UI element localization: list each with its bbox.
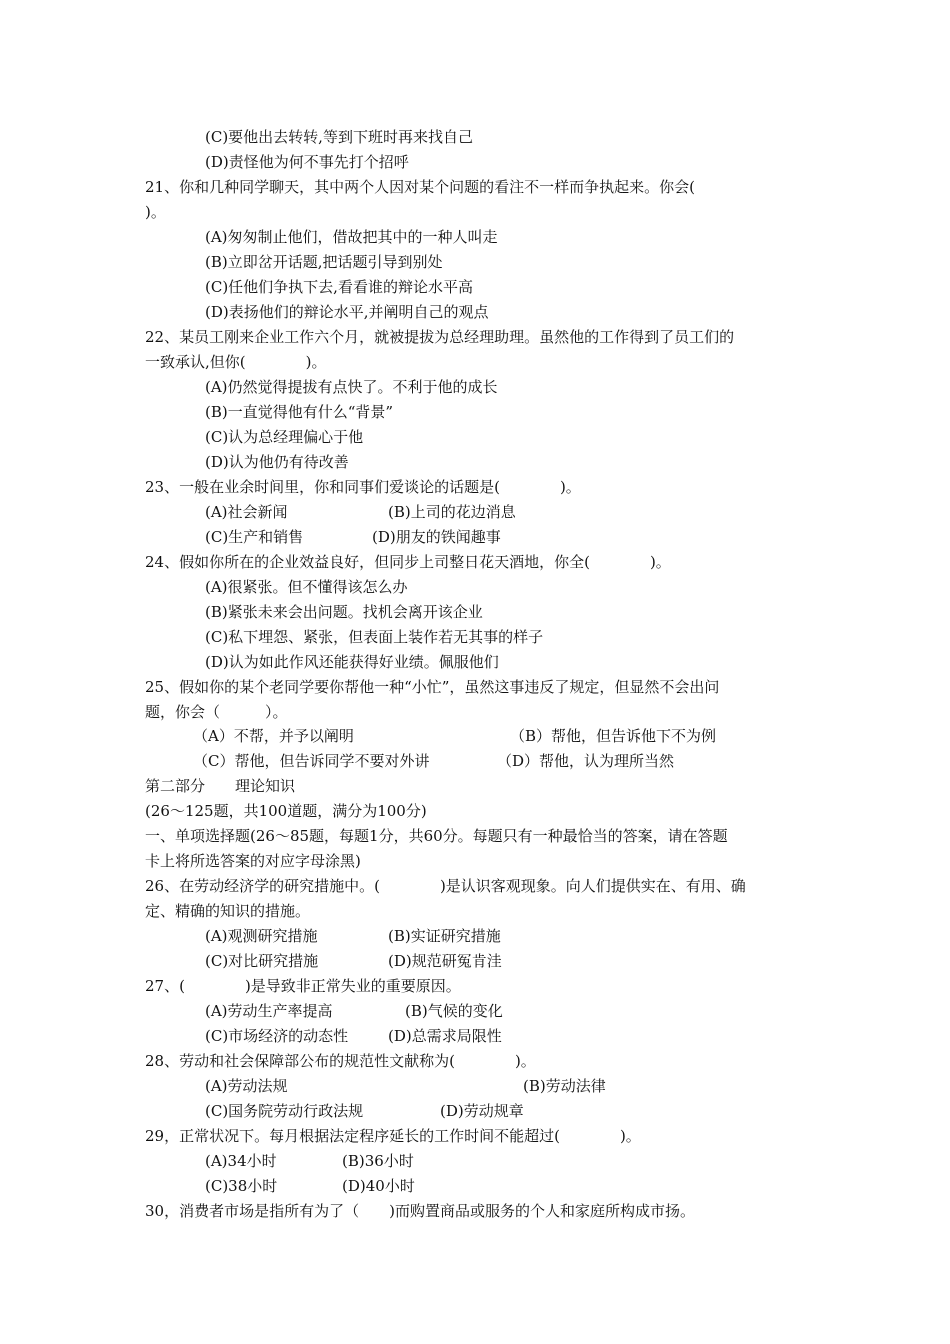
part-two-subtitle: (26～125题，共100道题，满分为100分) xyxy=(145,802,427,820)
option-26-d: (D)规范研冤肯洼 xyxy=(388,952,502,970)
option-29-a: (A)34小时 xyxy=(205,1152,277,1170)
option-22-d: (D)认为他仍有待改善 xyxy=(205,453,349,471)
option-23-c: (C)生产和销售 xyxy=(205,528,304,546)
option-21-c: (C)任他们争执下去,看看谁的辩论水平高 xyxy=(205,278,473,296)
question-23: 23、一般在业余时间里，你和同事们爱谈论的话题是( )。 xyxy=(145,478,581,496)
option-27-d: (D)总需求局限性 xyxy=(388,1027,502,1045)
question-21: 21、你和几种同学聊天，其中两个人因对某个问题的看注不一样而争执起来。你会( xyxy=(145,178,695,196)
option-20-c: (C)要他出去转转,等到下班时再来找自己 xyxy=(205,128,473,146)
option-25-d: （D）帮他，认为理所当然 xyxy=(497,752,675,770)
section-one-heading: 一、单项选择题(26～85题，每题1分，共60分。每题只有一种最恰当的答案，请在答题 xyxy=(145,827,728,845)
question-28: 28、劳动和社会保障部公布的规范性文献称为( )。 xyxy=(145,1052,536,1070)
question-27: 27、( )是导致非正常失业的重要原因。 xyxy=(145,977,461,995)
option-25-a: （A）不帮，并予以阐明 xyxy=(193,727,354,745)
option-24-c: (C)私下埋怨、紧张，但表面上装作若无其事的样子 xyxy=(205,628,544,646)
option-26-b: (B)实证研究措施 xyxy=(388,927,501,945)
part-two-heading: 第二部分 理论知识 xyxy=(145,777,296,795)
option-28-a: (A)劳动法规 xyxy=(205,1077,288,1095)
option-27-a: (A)劳动生产率提高 xyxy=(205,1002,333,1020)
option-22-a: (A)仍然觉得提拔有点快了。不利于他的成长 xyxy=(205,378,498,396)
option-29-c: (C)38小时 xyxy=(205,1177,278,1195)
option-25-c: （C）帮他，但告诉同学不要对外讲 xyxy=(193,752,430,770)
option-23-b: (B)上司的花边消息 xyxy=(388,503,516,521)
question-29: 29，正常状况下。每月根据法定程序延长的工作时间不能超过( )。 xyxy=(145,1127,641,1145)
option-22-c: (C)认为总经理偏心于他 xyxy=(205,428,364,446)
option-21-b: (B)立即岔开话题,把话题引导到别处 xyxy=(205,253,443,271)
option-22-b: (B)一直觉得他有什么“背景” xyxy=(205,403,394,421)
option-29-b: (B)36小时 xyxy=(342,1152,414,1170)
option-25-b: （B）帮他，但告诉他下不为例 xyxy=(510,727,717,745)
option-21-d: (D)表扬他们的辩论水平,并阐明自己的观点 xyxy=(205,303,489,321)
question-30: 30，消费者市场是指所有为了（ )而购置商品或服务的个人和家庭所构成市扬。 xyxy=(145,1202,695,1220)
question-24: 24、假如你所在的企业效益良好，但同步上司整日花天酒地，你全( )。 xyxy=(145,553,671,571)
option-24-a: (A)很紧张。但不懂得该怎么办 xyxy=(205,578,408,596)
option-23-a: (A)社会新闻 xyxy=(205,503,288,521)
option-24-d: (D)认为如此作风还能获得好业绩。佩服他们 xyxy=(205,653,499,671)
option-28-c: (C)国务院劳动行政法规 xyxy=(205,1102,364,1120)
option-23-d: (D)朋友的铁闻趣事 xyxy=(372,528,501,546)
option-29-d: (D)40小时 xyxy=(342,1177,415,1195)
question-22-cont: 一致承认,但你( )。 xyxy=(145,353,327,371)
option-27-c: (C)市场经济的动态性 xyxy=(205,1027,349,1045)
option-28-b: (B)劳动法律 xyxy=(523,1077,606,1095)
option-24-b: (B)紧张未来会出问题。找机会离开该企业 xyxy=(205,603,483,621)
option-26-c: (C)对比研究措施 xyxy=(205,952,319,970)
option-27-b: (B)气候的变化 xyxy=(405,1002,503,1020)
option-28-d: (D)劳动规章 xyxy=(440,1102,524,1120)
option-21-a: (A)匆匆制止他们，借故把其中的一种人叫走 xyxy=(205,228,498,246)
question-25: 25、假如你的某个老同学要你帮他一种“小忙”，虽然这事违反了规定，但显然不会出问 xyxy=(145,678,720,696)
question-26: 26、在劳动经济学的研究措施中。( )是认识客观现象。向人们提供实在、有用、确 xyxy=(145,877,746,895)
question-25-cont: 题，你会（ ）。 xyxy=(145,703,288,721)
option-20-d: (D)责怪他为何不事先打个招呼 xyxy=(205,153,409,171)
section-one-heading-cont: 卡上将所选答案的对应字母涂黑) xyxy=(145,852,361,870)
question-22: 22、某员工刚来企业工作六个月，就被提拔为总经理助理。虽然他的工作得到了员工们的 xyxy=(145,328,735,346)
question-26-cont: 定、精确的知识的措施。 xyxy=(145,902,311,920)
option-26-a: (A)观测研究措施 xyxy=(205,927,318,945)
question-21-cont: )。 xyxy=(145,203,166,221)
